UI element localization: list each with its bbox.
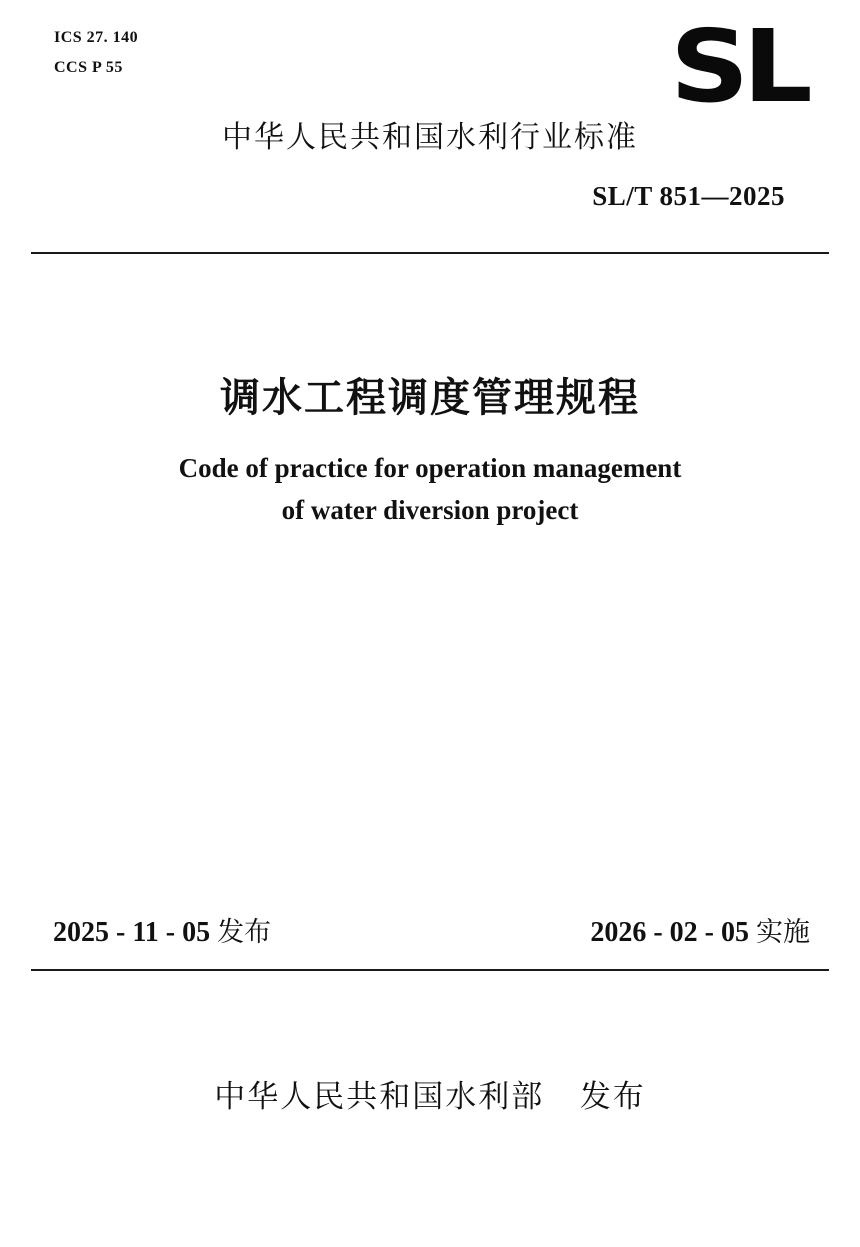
document-title-chinese: 调水工程调度管理规程 [220, 375, 640, 421]
document-title-english-line1: Code of practice for operation management [178, 453, 682, 483]
standard-type: 中华人民共和国水利行业标准 [222, 120, 638, 155]
bottom-divider [31, 969, 829, 971]
implement-date-block [590, 914, 810, 952]
document-title-english-line2: of water diversion project [281, 495, 579, 525]
issue-label: 发布 [217, 917, 272, 948]
implement-date: 2026 - 02 - 05 [590, 917, 749, 948]
ics-code: ICS 27. 140 [54, 29, 139, 46]
ccs-code: CCS P 55 [54, 59, 123, 76]
top-divider [31, 252, 829, 254]
issue-date-block [53, 914, 271, 952]
sl-logo: SL [670, 8, 807, 125]
issuer-action: 发布 [579, 1079, 646, 1115]
issuer-name: 中华人民共和国水利部 [214, 1079, 545, 1115]
implement-label: 实施 [756, 917, 810, 948]
issuer-line [0, 1076, 860, 1118]
issue-date: 2025 - 11 - 05 [53, 917, 211, 948]
standard-code: SL/T 851—2025 [592, 181, 785, 211]
